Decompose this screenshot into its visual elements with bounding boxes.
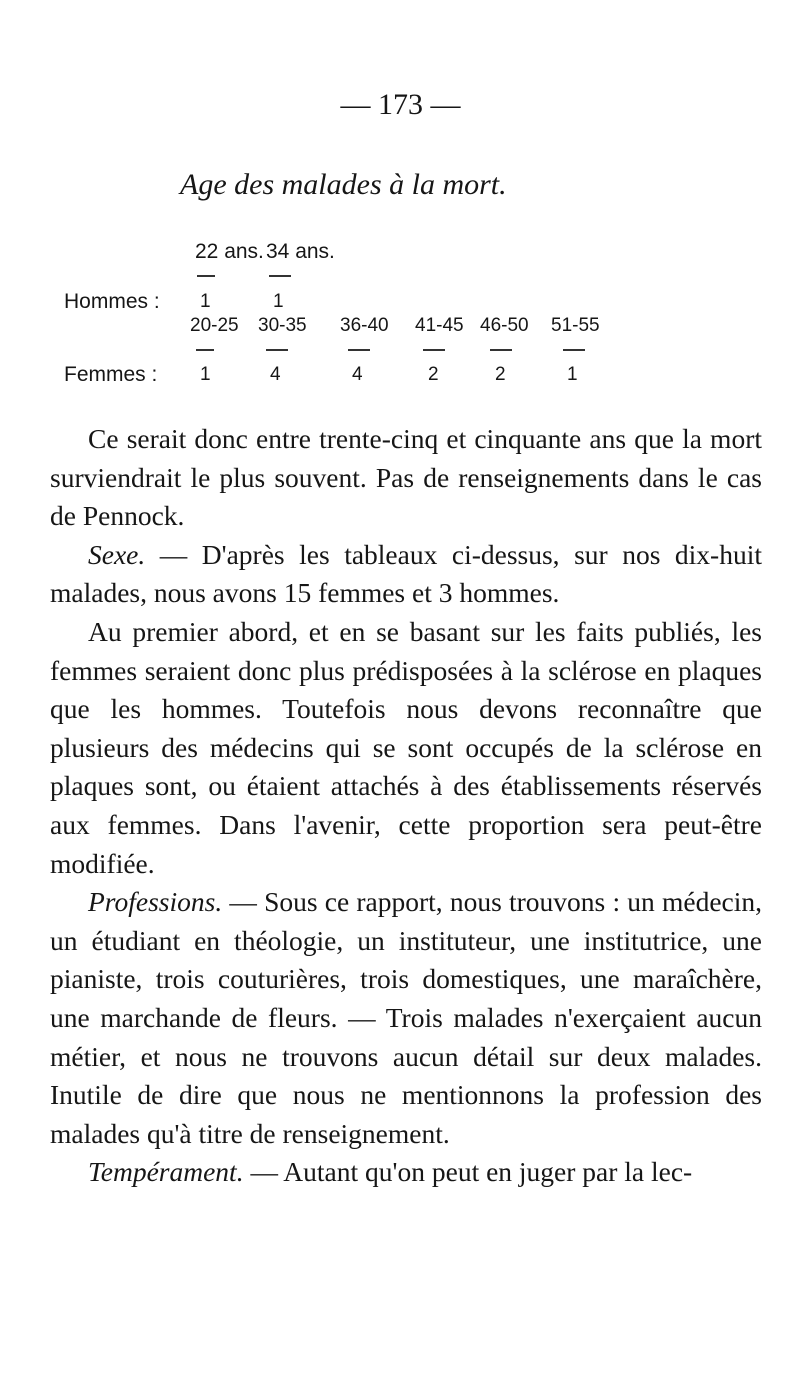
age-range-1: 20-25: [190, 315, 239, 336]
women-dash-5: [490, 349, 512, 351]
table-title: Age des malades à la mort.: [180, 168, 507, 201]
men-count-1: 1: [200, 291, 211, 312]
women-dash-3: [348, 349, 370, 351]
paragraph-lead: Professions.: [88, 886, 223, 918]
page-number: — 173 —: [340, 88, 461, 121]
age-range-5: 46-50: [480, 315, 529, 336]
paragraph-lead: Tempérament.: [88, 1156, 244, 1188]
men-dash-1: [197, 275, 215, 277]
paragraph-premier-abord: [50, 613, 762, 883]
women-count-3: 4: [352, 364, 363, 385]
paragraph-age-conclusion: [50, 420, 762, 536]
paragraph-text: — D'après les tableaux ci-dessus, sur nos dix-huit malades, nous avons 15 femmes et 3 hommes.: [50, 538, 762, 609]
age-range-4: 41-45: [415, 315, 464, 336]
men-dash-2: [269, 275, 291, 277]
men-count-2: 1: [273, 291, 284, 312]
women-dash-1: [196, 349, 214, 351]
women-dash-4: [423, 349, 445, 351]
age-range-6: 51-55: [551, 315, 600, 336]
women-count-2: 4: [270, 364, 281, 385]
body-text: [50, 420, 762, 1192]
women-dash-2: [266, 349, 288, 351]
women-dash-6: [563, 349, 585, 351]
age-range-2: 30-35: [258, 315, 307, 336]
paragraph-professions: [50, 883, 762, 1153]
age-range-3: 36-40: [340, 315, 389, 336]
women-count-5: 2: [495, 364, 506, 385]
paragraph-lead: Sexe.: [88, 538, 146, 570]
paragraph-text: Ce serait donc entre trente-cinq et cinquante ans que la mort surviendrait le plus souvent. Pas de renseignements dans le cas de Pennock.: [50, 423, 762, 532]
men-label: Hommes :: [64, 290, 160, 313]
paragraph-text: Au premier abord, et en se basant sur les faits publiés, les femmes seraient donc plus prédisposées à la sclérose en plaques que les hommes. Toutefois nous devons reconnaître que plusieurs des médecins qui se sont occupés de la sclérose en plaques sont, ou étaient attachés à des établissements réservés aux femmes. Dans l'avenir, cette proportion sera peut-être modifiée.: [50, 615, 762, 879]
men-age-2: 34 ans.: [266, 240, 335, 263]
women-count-1: 1: [200, 364, 211, 385]
women-count-4: 2: [428, 364, 439, 385]
paragraph-text: — Sous ce rapport, nous trouvons : un médecin, un étudiant en théologie, un instituteur, une institutrice, une pianiste, trois couturières, trois domestiques, une maraîchère, une marchande de fleurs. — Trois malades n'exerçaient aucun métier, et nous ne trouvons aucun détail sur deux malades. Inutile de dire que nous ne mentionnons la profession des malades qu'à titre de renseignement.: [50, 886, 762, 1149]
men-age-1: 22 ans.: [195, 240, 264, 263]
paragraph-sexe: [50, 536, 762, 613]
paragraph-temperament: [50, 1153, 762, 1192]
women-count-6: 1: [567, 364, 578, 385]
paragraph-text: — Autant qu'on peut en juger par la lec-: [243, 1156, 693, 1188]
women-label: Femmes :: [64, 363, 158, 386]
